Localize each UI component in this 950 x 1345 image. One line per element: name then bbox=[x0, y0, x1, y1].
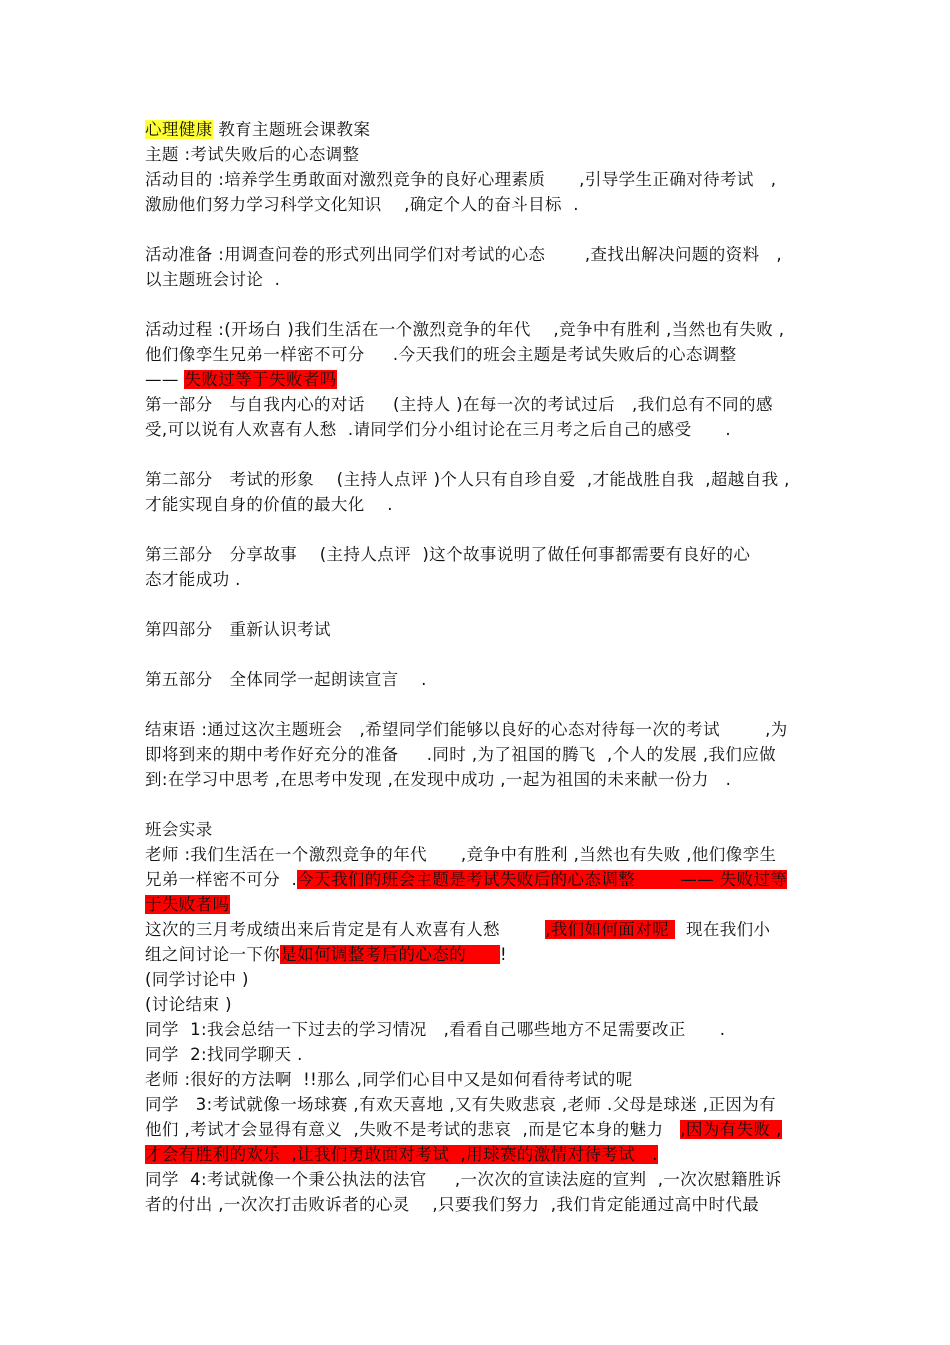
title-highlight: 心理健康 bbox=[145, 120, 213, 139]
prep-line-1: 活动准备 :用调查问卷的形式列出同学们对考试的心态 ,查找出解决问题的资料 , bbox=[145, 245, 783, 264]
part3-line-1: 第三部分 分享故事 (主持人点评 )这个故事说明了做任何事都需要有良好的心 bbox=[145, 545, 751, 564]
teacher-line-2-prefix: 兄弟一样密不可分 . bbox=[145, 870, 298, 889]
part2-line-2: 才能实现自身的价值的最大化 . bbox=[145, 495, 393, 514]
mid-line-1-prefix: 这次的三月考成绩出来后肯定是有人欢喜有人愁 bbox=[145, 920, 546, 939]
teacher-line-2 bbox=[145, 868, 787, 892]
student3-line-1: 同学 3:考试就像一场球赛 ,有欢天喜地 ,又有失败悲哀 ,老师 .父母是球迷 ,正因为有 bbox=[145, 1095, 777, 1114]
process-dash: —— bbox=[145, 370, 185, 389]
part2-line-1: 第二部分 考试的形象 (主持人点评 )个人只有自珍自爱 ,才能战胜自我 ,超越自我 , bbox=[145, 470, 790, 489]
goal-line-1: 活动目的 :培养学生勇敢面对激烈竞争的良好心理素质 ,引导学生正确对待考试 , bbox=[145, 170, 777, 189]
mid-line-1 bbox=[145, 918, 770, 942]
teacher-line-3 bbox=[145, 893, 230, 917]
title-rest: 教育主题班会课教案 bbox=[212, 120, 371, 139]
part4-line: 第四部分 重新认识考试 bbox=[145, 620, 331, 639]
teacher-red-highlight-2: 于失败者吗 bbox=[145, 895, 230, 914]
teacher-line-4: 老师 :很好的方法啊 !!那么 ,同学们心目中又是如何看待考试的呢 bbox=[145, 1070, 633, 1089]
topic-line: 主题 :考试失败后的心态调整 bbox=[145, 145, 360, 164]
part5-line: 第五部分 全体同学一起朗读宣言 . bbox=[145, 670, 427, 689]
mid-line-2-prefix: 组之间讨论一下你 bbox=[145, 945, 281, 964]
process-line-3 bbox=[145, 368, 337, 392]
mid-line-2-suffix: ! bbox=[499, 945, 507, 964]
end-line-3: 到:在学习中思考 ,在思考中发现 ,在发现中成功 ,一起为祖国的未来献一份力 . bbox=[145, 770, 732, 789]
process-line-1: 活动过程 :(开场白 )我们生活在一个激烈竞争的年代 ,竞争中有胜利 ,当然也有失败 , bbox=[145, 320, 785, 339]
student3-red-highlight-2: 才会有胜利的欢乐 ,让我们勇敢面对考试 ,用球赛的激情对待考试 . bbox=[145, 1145, 658, 1164]
mid-line-2 bbox=[145, 943, 507, 967]
teacher-red-highlight: 今天我们的班会主题是考试失败后的心态调整 —— 失败过等 bbox=[297, 870, 788, 889]
goal-line-2: 激励他们努力学习科学文化知识 ,确定个人的奋斗目标 . bbox=[145, 195, 579, 214]
doc-title bbox=[145, 118, 370, 142]
student3-line-2-prefix: 他们 ,考试才会显得有意义 ,失败不是考试的悲哀 ,而是它本身的魅力 bbox=[145, 1120, 681, 1139]
student4-line-2: 者的付出 ,一次次打击败诉者的心灵 ,只要我们努力 ,我们肯定能通过高中时代最 bbox=[145, 1195, 760, 1214]
student3-line-2 bbox=[145, 1118, 782, 1142]
mid-red-highlight: ,我们如何面对呢 bbox=[545, 920, 675, 939]
part1-line-1: 第一部分 与自我内心的对话 (主持人 )在每一次的考试过后 ,我们总有不同的感 bbox=[145, 395, 773, 414]
discuss-start: (同学讨论中 ) bbox=[145, 970, 249, 989]
teacher-line-1: 老师 :我们生活在一个激烈竞争的年代 ,竞争中有胜利 ,当然也有失败 ,他们像孪生 bbox=[145, 845, 777, 864]
part1-line-2: 受,可以说有人欢喜有人愁 .请同学们分小组讨论在三月考之后自己的感受 . bbox=[145, 420, 731, 439]
process-line-2: 他们像孪生兄弟一样密不可分 .今天我们的班会主题是考试失败后的心态调整 bbox=[145, 345, 737, 364]
student3-red-highlight: ,因为有失败 , bbox=[680, 1120, 782, 1139]
mid-line-1-suffix: 现在我们小 bbox=[674, 920, 771, 939]
mid-red-highlight-2: 是如何调整考后的心态的 bbox=[280, 945, 500, 964]
part3-line-2: 态才能成功 . bbox=[145, 570, 241, 589]
end-line-1: 结束语 :通过这次主题班会 ,希望同学们能够以良好的心态对待每一次的考试 ,为 bbox=[145, 720, 788, 739]
record-title: 班会实录 bbox=[145, 820, 213, 839]
student1-line: 同学 1:我会总结一下过去的学习情况 ,看看自己哪些地方不足需要改正 . bbox=[145, 1020, 726, 1039]
end-line-2: 即将到来的期中考作好充分的准备 .同时 ,为了祖国的腾飞 ,个人的发展 ,我们应做 bbox=[145, 745, 777, 764]
student3-line-3 bbox=[145, 1143, 658, 1167]
prep-line-2: 以主题班会讨论 . bbox=[145, 270, 281, 289]
student2-line: 同学 2:找同学聊天 . bbox=[145, 1045, 303, 1064]
discuss-end: (讨论结束 ) bbox=[145, 995, 232, 1014]
student4-line-1: 同学 4:考试就像一个秉公执法的法官 ,一次次的宣读法庭的宣判 ,一次次慰籍胜诉 bbox=[145, 1170, 782, 1189]
process-red-highlight: 失败过等于失败者吗 bbox=[184, 370, 337, 389]
